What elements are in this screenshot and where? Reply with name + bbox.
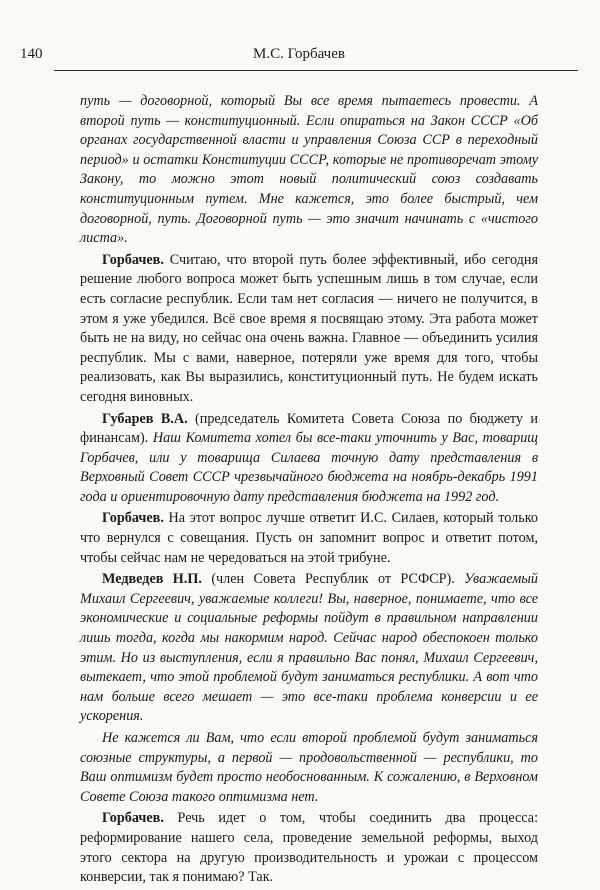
speaker-name: Медведев Н.П. [102,571,202,588]
body-text [80,92,538,888]
page-number: 140 [20,46,43,62]
speaker-name: Губарев В.А. [102,410,188,427]
paragraph-medvedev-question [80,570,538,727]
speech-text: На этот вопрос лучше ответит И.С. Силаев, который только что вернулся с совещания. Пусть он запомнит вопрос и ответит потом, чтобы сейчас нам не чередоваться на этой трибуне. [80,510,538,566]
speaker-name: Горбачев. [102,810,164,827]
speaker-name: Горбачев. [102,251,164,268]
running-header [20,44,578,68]
paragraph-continuation [80,92,538,249]
speech-text: Речь идет о том, чтобы соединить два процесса: реформирование нашего села, проведение земельной реформы, выход этого сектора на другую производительность и урожаи с процессом конверсии, так я понимаю? Так. [80,810,539,886]
quoted-speech: путь — договорной, который Вы все время пытаетесь провести. А второй путь — конституционный. Если опираться на Закон СССР «Об органах государственной власти и управления Союза ССР в переходный период» и остатки Конституции СССР, которые не противоречат этому Закону, то можно этот новый политический союз создавать конституционным путем. Мне кажется, это более быстрый, чем договорной, путь. Договорной путь — это значит начинать с «чистого листа». [80,93,538,247]
speech-text: Считаю, что второй путь более эффективный, ибо сегодня решение любого вопроса может быть успешным лишь в том случае, если есть согласие республик. Если там нет согласия — ничего не получится, в этом я уже убедился. Всё свое время я посвящаю этому. Эта работа может быть не на виду, но сейчас она очень важна. Главное — объединить усилия республик. Мы с вами, наверное, потеряли уже время для того, чтобы реализовать, как Вы выразились, конституционный путь. Не будем искать сегодня виновных. [80,251,538,405]
speech-text: Наш Комитета хотел бы все-таки уточнить у Вас, товарищ Горбачев, или у товарища Силаева точную дату представления в Верховный Совет СССР чрезвычайного бюджета на ноябрь-декабрь 1991 года и ориентировочную дату представления бюджета на 1992 год. [80,430,539,505]
paragraph-gorbachev-reply [80,251,538,408]
paragraph-gorbachev-reply [80,809,538,887]
speaker-note: (член Совета Республик от РСФСР). [211,571,455,588]
paragraph-gorbachev-reply [80,509,538,568]
speech-text: Уважаемый Михаил Сергеевич, уважаемые коллеги! Вы, наверное, понимаете, что все экономические и социальные реформы пойдут в правильном направлении лишь тогда, когда мы накормим народ. Сейчас народ обеспокоен только этим. Но из выступления, если я правильно Вас понял, Михаил Сергеевич, вытекает, что этой проблемой будут заниматься республики. А вот что нам больше всего мешает — это все-таки проблема конверсии и ее ускорения. [80,571,539,725]
speaker-note: (председатель Комитета Совета Союза по бюджету и финансам). [80,410,538,447]
speaker-name: Горбачев. [102,510,164,527]
header-rule [54,70,578,71]
speech-text: Не кажется ли Вам, что если второй проблемой будут заниматься союзные структуры, а первой — продовольственной — республики, то Ваш оптимизм будет просто необоснованным. К сожалению, в Верховном Совете Союза такого оптимизма нет. [80,730,538,805]
running-head-author: М.С. Горбачев [253,46,345,62]
paragraph-medvedev-continued [80,729,538,807]
paragraph-gubarev-question [80,410,538,508]
